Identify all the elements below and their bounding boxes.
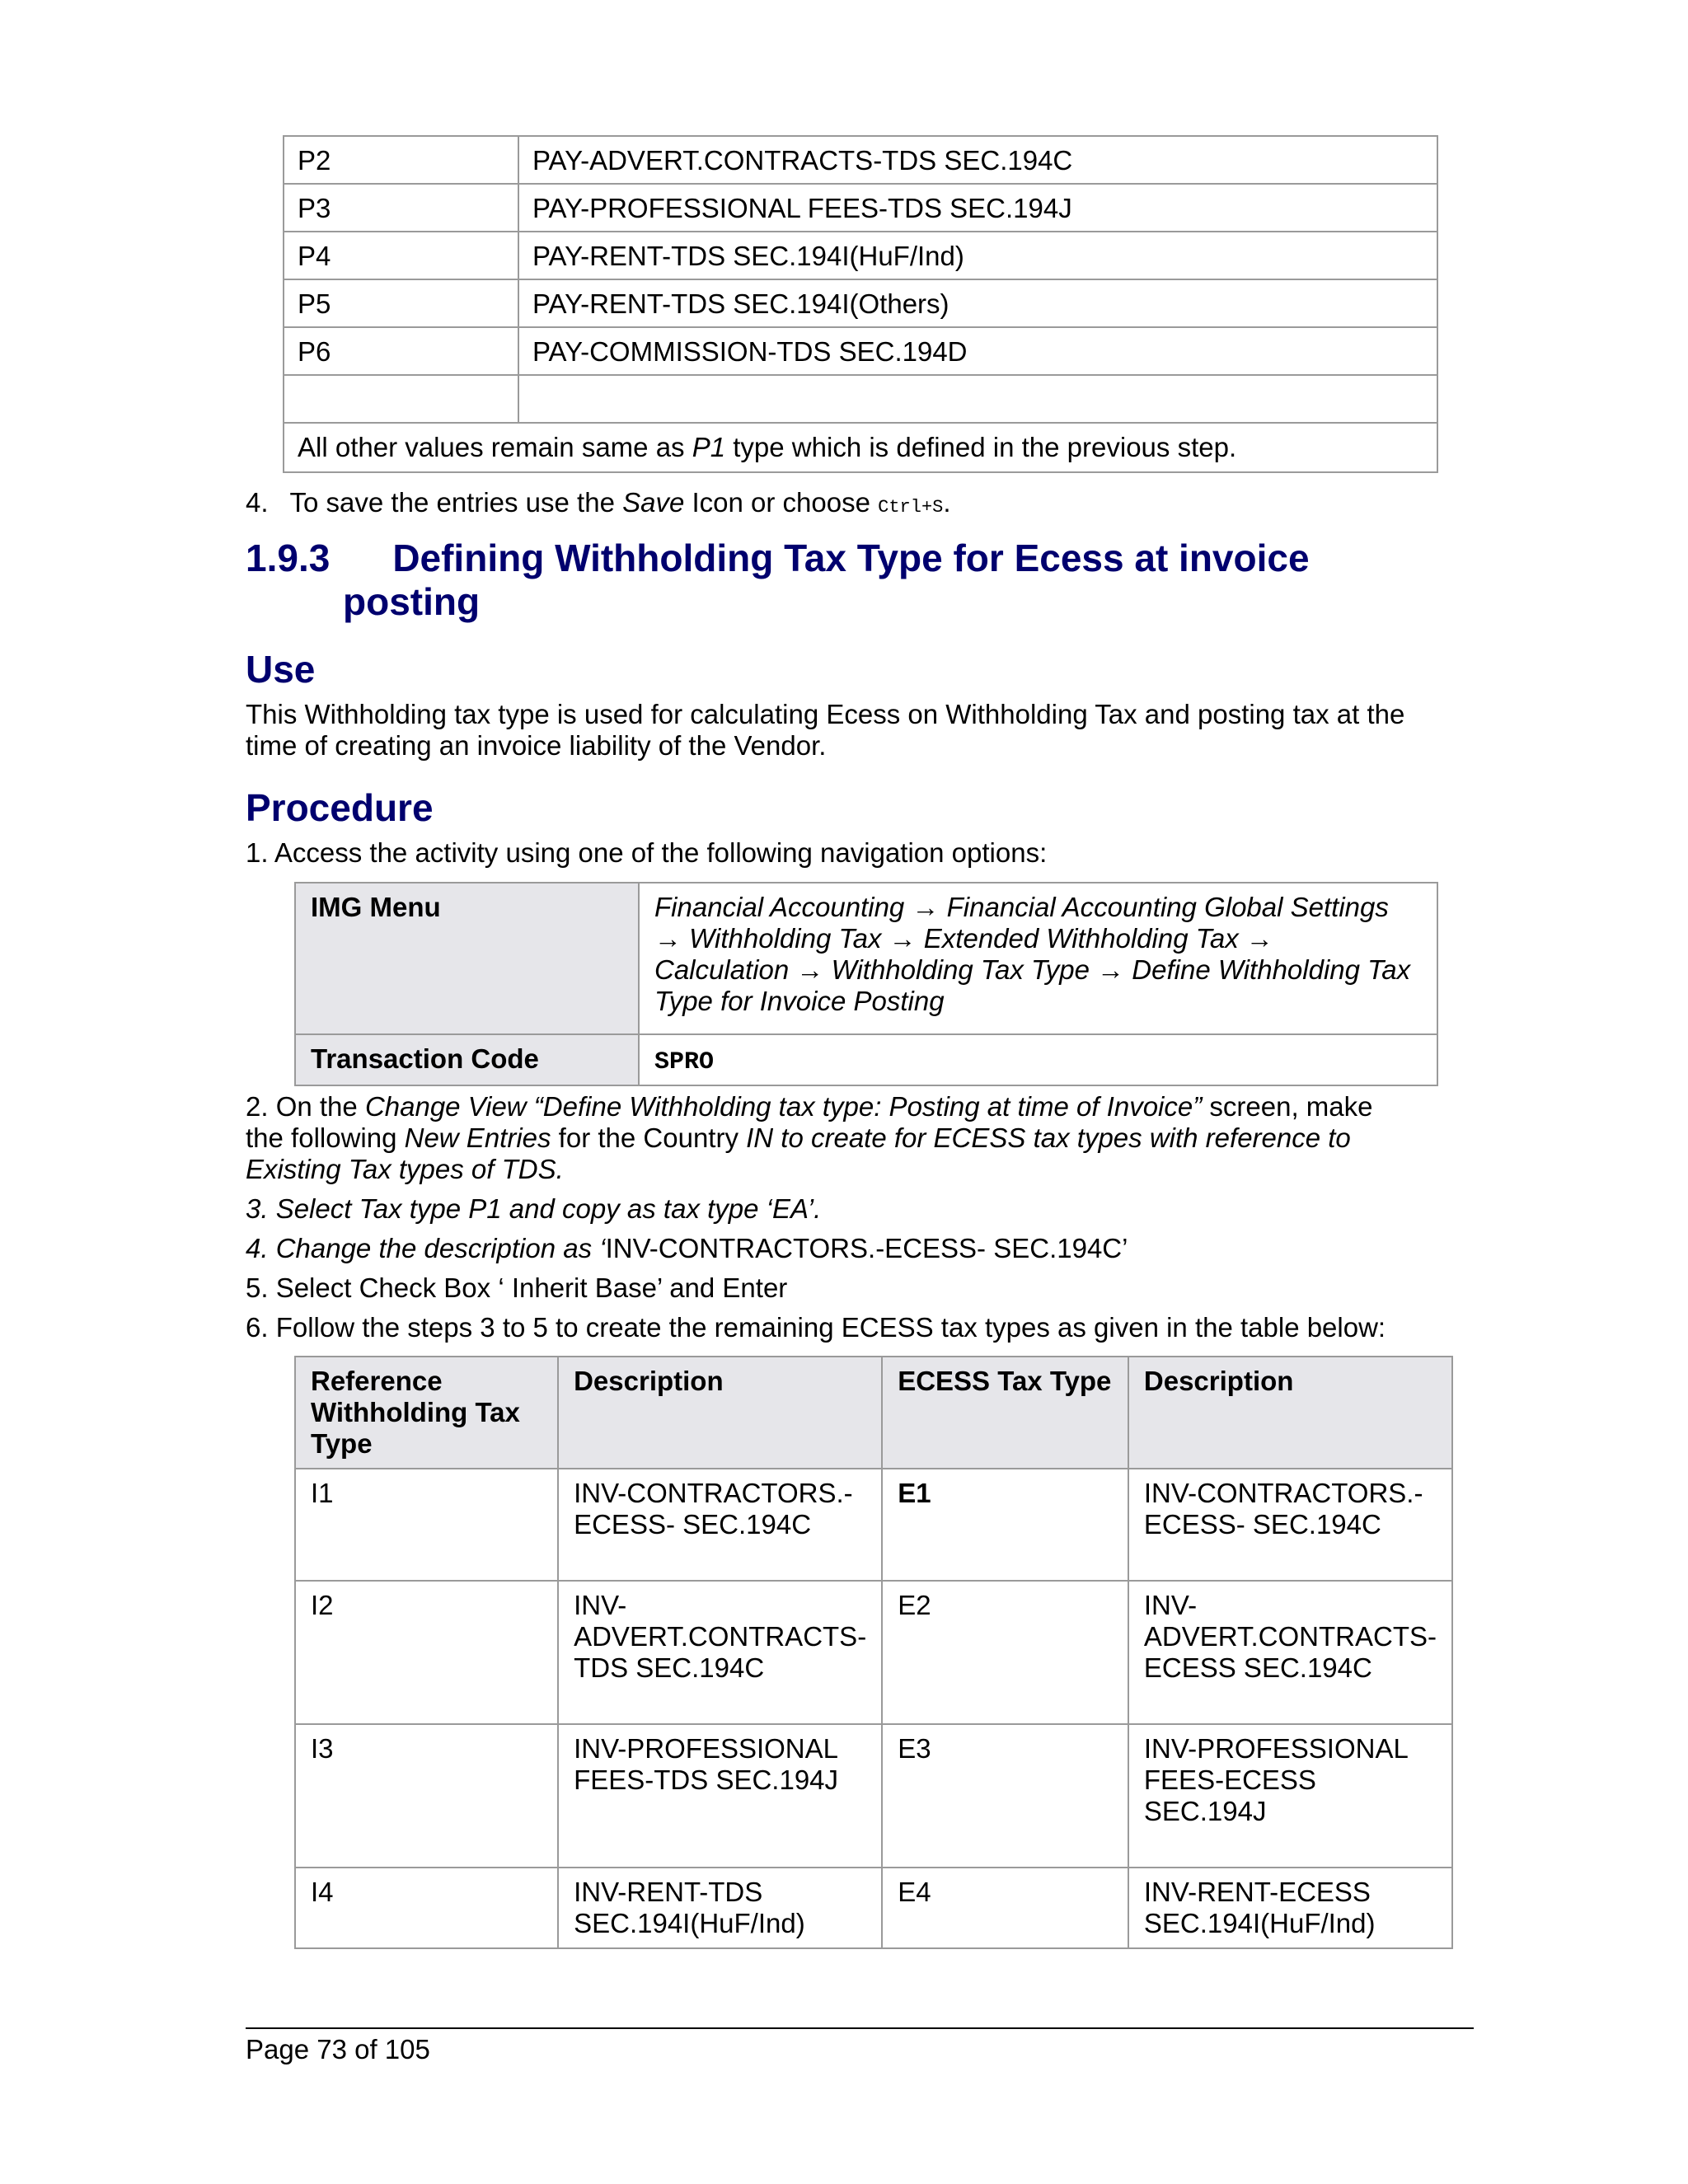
table-row [284, 279, 1437, 327]
step-4-description [246, 1233, 1128, 1264]
column-header: Description [1128, 1357, 1452, 1469]
table-row [284, 423, 1437, 472]
keyboard-shortcut: Ctrl+S [878, 497, 944, 518]
table-cell: INV-PROFESSIONAL FEES-ECESS SEC.194J [1128, 1724, 1452, 1868]
step-6: 6. Follow the steps 3 to 5 to create the remaining ECESS tax types as given in the table below: [246, 1312, 1386, 1343]
table-cell: E4 [882, 1868, 1128, 1948]
table-cell: E2 [882, 1581, 1128, 1724]
tax-type-description: PAY-RENT-TDS SEC.194I(Others) [518, 279, 1437, 327]
table-row [284, 136, 1437, 184]
table-cell: E3 [882, 1724, 1128, 1868]
use-text-line: time of creating an invoice liability of the Vendor. [246, 730, 827, 761]
table-cell: INV-PROFESSIONAL FEES-TDS SEC.194J [558, 1724, 882, 1868]
step-2-line [246, 1154, 564, 1185]
tax-type-table [283, 135, 1438, 473]
step-number: 4. [246, 487, 269, 518]
tax-type-code: P2 [284, 136, 518, 184]
img-menu-label: IMG Menu [295, 883, 639, 1034]
table-cell: INV-ADVERT.CONTRACTS-ECESS SEC.194C [1128, 1581, 1452, 1724]
table-row [295, 1868, 1452, 1948]
note-text: type which is defined in the previous step. [725, 432, 1237, 462]
table-row [284, 327, 1437, 375]
column-header: ECESS Tax Type [882, 1357, 1128, 1469]
step-text: screen, make [1202, 1091, 1373, 1122]
step-2-line [246, 1122, 1351, 1154]
step-text: . [943, 487, 951, 518]
column-header: Reference Withholding Tax Type [295, 1357, 558, 1469]
table-cell: I3 [295, 1724, 558, 1868]
img-menu-path-line: Type for Invoice Posting [654, 986, 945, 1016]
table-cell: INV-ADVERT.CONTRACTS-TDS SEC.194C [558, 1581, 882, 1724]
img-menu-path-line: Financial Accounting → Financial Accounting Global Settings [654, 892, 1389, 922]
tax-type-code: P4 [284, 232, 518, 279]
step-2-line [246, 1091, 1373, 1122]
table-cell: I4 [295, 1868, 558, 1948]
tax-type-code: P3 [284, 184, 518, 232]
step-3 [246, 1193, 821, 1225]
footer-divider [246, 2027, 1474, 2029]
img-menu-path-line: → Withholding Tax → Extended Withholding Tax → [654, 923, 1273, 954]
step-emphasis: IN to create for ECESS tax types with reference to [746, 1122, 1351, 1153]
procedure-heading: Procedure [246, 786, 434, 829]
step-text: the following [246, 1122, 405, 1153]
img-menu-path [639, 883, 1437, 1034]
tax-type-description: PAY-PROFESSIONAL FEES-TDS SEC.194J [518, 184, 1437, 232]
step-emphasis: 4. Change the description as ‘ [246, 1233, 606, 1263]
step-5: 5. Select Check Box ‘ Inherit Base’ and Enter [246, 1272, 788, 1303]
table-cell: I1 [295, 1469, 558, 1581]
transaction-code-label: Transaction Code [295, 1034, 639, 1085]
table-row [284, 375, 1437, 423]
tax-type-description [518, 375, 1437, 423]
table-cell: INV-CONTRACTORS.-ECESS- SEC.194C [558, 1469, 882, 1581]
table-cell: INV-RENT-ECESS SEC.194I(HuF/Ind) [1128, 1868, 1452, 1948]
column-header: Description [558, 1357, 882, 1469]
table-row [295, 883, 1437, 1034]
procedure-step-1: 1. Access the activity using one of the following navigation options: [246, 837, 1048, 868]
step-text: Icon or choose [684, 487, 879, 518]
ecess-tax-types-table [294, 1356, 1453, 1949]
table-row [295, 1724, 1452, 1868]
page-number: Page 73 of 105 [246, 2034, 430, 2064]
section-title: Defining Withholding Tax Type for Ecess at invoice [392, 537, 1310, 579]
navigation-options-table [294, 882, 1438, 1086]
tax-type-description: PAY-COMMISSION-TDS SEC.194D [518, 327, 1437, 375]
save-label: Save [622, 487, 685, 518]
screen-name: Change View “Define Withholding tax type: Posting at time of Invoice” [364, 1091, 1203, 1122]
table-header-row [295, 1357, 1452, 1469]
table-cell: I2 [295, 1581, 558, 1724]
step-text: To save the entries use the [289, 487, 623, 518]
table-row [295, 1581, 1452, 1724]
transaction-code: SPRO [654, 1048, 715, 1076]
table-cell: INV-CONTRACTORS.-ECESS- SEC.194C [1128, 1469, 1452, 1581]
img-menu-path-line: Calculation → Withholding Tax Type → Define Withholding Tax [654, 954, 1411, 985]
tax-type-code: P6 [284, 327, 518, 375]
step-text: 2. On the [246, 1091, 365, 1122]
transaction-code-value [639, 1034, 1437, 1085]
section-heading [246, 536, 1310, 580]
step-text: 3. Select Tax type P1 and copy as tax type ‘EA’. [246, 1193, 822, 1224]
table-row [295, 1469, 1452, 1581]
step-4-save [246, 487, 951, 523]
use-heading: Use [246, 648, 316, 691]
table-cell: INV-RENT-TDS SEC.194I(HuF/Ind) [558, 1868, 882, 1948]
step-text: INV-CONTRACTORS.-ECESS- SEC.194C’ [605, 1233, 1128, 1263]
table-note [284, 423, 1437, 472]
tax-type-code [284, 375, 518, 423]
step-emphasis: Existing Tax types of TDS. [246, 1154, 564, 1184]
step-text: for the Country [551, 1122, 747, 1153]
table-row [295, 1034, 1437, 1085]
table-row [284, 184, 1437, 232]
tax-type-description: PAY-ADVERT.CONTRACTS-TDS SEC.194C [518, 136, 1437, 184]
section-heading-line2: posting [343, 580, 481, 623]
table-row [284, 232, 1437, 279]
new-entries-label: New Entries [404, 1122, 551, 1153]
table-cell: E1 [882, 1469, 1128, 1581]
tax-type-code: P5 [284, 279, 518, 327]
section-number: 1.9.3 [246, 537, 331, 579]
tax-type-description: PAY-RENT-TDS SEC.194I(HuF/Ind) [518, 232, 1437, 279]
use-text-line: This Withholding tax type is used for calculating Ecess on Withholding Tax and posting tax at the [246, 699, 1405, 729]
note-text: All other values remain same as [298, 432, 692, 462]
note-emphasis: P1 [692, 432, 726, 462]
